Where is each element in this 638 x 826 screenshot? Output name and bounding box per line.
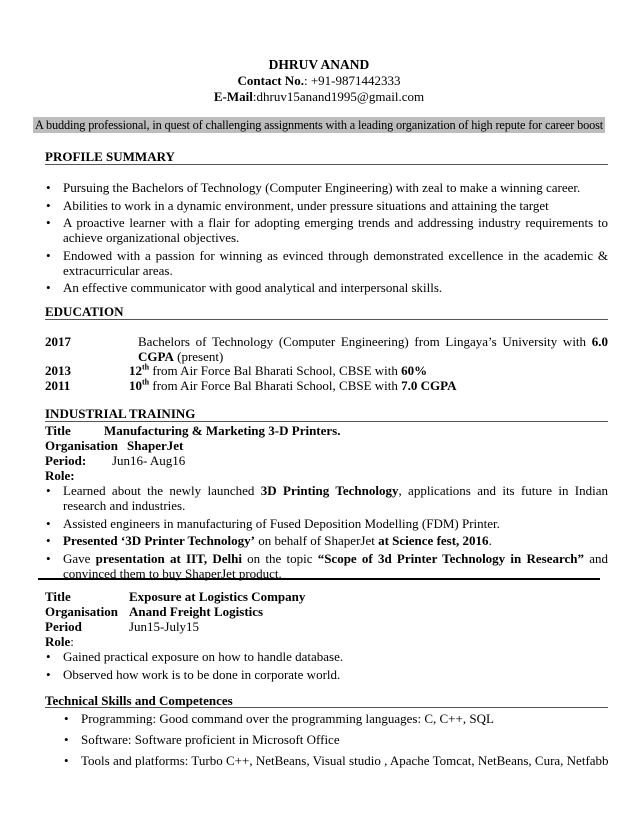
training2-org-row: Organisation Anand Freight Logistics — [45, 604, 264, 619]
list-item: • Endowed with a passion for winning as evinced through demonstrated excellence in the academic & extracurricular areas. — [46, 247, 608, 278]
section-divider — [45, 319, 608, 320]
list-item: • An effective communicator with good analytical and interpersonal skills. — [46, 280, 443, 295]
education-row — [45, 334, 608, 364]
training2-role-label: Role: — [45, 634, 74, 649]
education-year: 2013 — [45, 363, 71, 378]
section-divider — [45, 707, 608, 708]
list-item: • Gained practical exposure on how to handle database. — [46, 649, 344, 664]
education-row — [45, 363, 608, 378]
list-item: • Abilities to work in a dynamic environment, under pressure situations and attaining the target — [46, 197, 549, 213]
list-item: • Assisted engineers in manufacturing of Fused Deposition Modelling (FDM) Printer. — [46, 515, 500, 531]
industrial-training-heading: INDUSTRIAL TRAINING — [45, 406, 196, 421]
training1-org-row: Organisation ShaperJet — [45, 438, 184, 453]
education-desc: Bachelors of Technology (Computer Engineering) from Lingaya’s University with 6.0 CGPA (present) — [138, 334, 608, 364]
training2-title-row: Title Exposure at Logistics Company — [45, 589, 306, 604]
section-divider — [45, 421, 608, 422]
profile-summary-list — [45, 180, 608, 298]
list-item: • Learned about the newly launched 3D Printing Technology, applications and its future in Indian research and industries. — [46, 483, 609, 513]
education-year: 2011 — [45, 378, 71, 393]
profile-summary-heading: PROFILE SUMMARY — [45, 149, 175, 164]
training-separator — [38, 578, 600, 580]
training1-title-row: Title Manufacturing & Marketing 3-D Printers. — [45, 423, 341, 438]
email-label: E-Mail — [213, 89, 253, 104]
training2-role-list — [45, 649, 608, 684]
list-item: • Tools and platforms: Turbo C++, NetBeans, Visual studio , Apache Tomcat, NetBeans, Cura, Netfabb — [64, 753, 609, 768]
candidate-name: DHRUV ANAND — [268, 57, 370, 72]
list-item: • A proactive learner with a flair for adopting emerging trends and addressing industry requirements to achieve organizational objectives. — [46, 215, 608, 245]
list-item: • Presented ‘3D Printer Technology’ on behalf of ShaperJet at Science fest, 2016. — [46, 533, 492, 548]
email-value: :dhruv15anand1995@gmail.com — [252, 89, 425, 104]
contact-line — [0, 73, 638, 89]
list-item: • Software: Software proficient in Microsoft Office — [64, 732, 340, 747]
education-row — [45, 378, 608, 393]
training1-role-list — [45, 483, 608, 583]
section-divider — [45, 164, 608, 165]
contact-value: : +91-9871442333 — [303, 73, 401, 88]
list-item: • Programming: Good command over the programming languages: C, C++, SQL — [64, 711, 494, 726]
education-heading: EDUCATION — [45, 304, 124, 319]
list-item: • Gave presentation at IIT, Delhi on the topic “Scope of 3d Printer Technology in Research” and convinced them to buy ShaperJet product. — [46, 550, 608, 581]
career-tagline: A budding professional, in quest of challenging assignments with a leading organization of high repute for career boost — [33, 117, 605, 133]
education-desc: 12th from Air Force Bal Bharati School, CBSE with 60% — [129, 362, 428, 378]
education-year: 2017 — [45, 334, 71, 349]
technical-skills-list — [63, 711, 608, 771]
training1-role-label: Role: — [45, 468, 75, 483]
education-desc: 10th from Air Force Bal Bharati School, CBSE with 7.0 CGPA — [129, 377, 457, 393]
list-item: • Pursuing the Bachelors of Technology (Computer Engineering) with zeal to make a winning career. — [46, 180, 581, 195]
training2-period-row: Period Jun15-July15 — [45, 619, 200, 634]
email-line — [0, 89, 638, 105]
list-item: • Observed how work is to be done in corporate world. — [46, 666, 341, 682]
training1-period-row: Period: Jun16- Aug16 — [45, 453, 186, 468]
contact-label: Contact No. — [237, 73, 304, 88]
technical-skills-heading: Technical Skills and Competences — [45, 693, 233, 708]
